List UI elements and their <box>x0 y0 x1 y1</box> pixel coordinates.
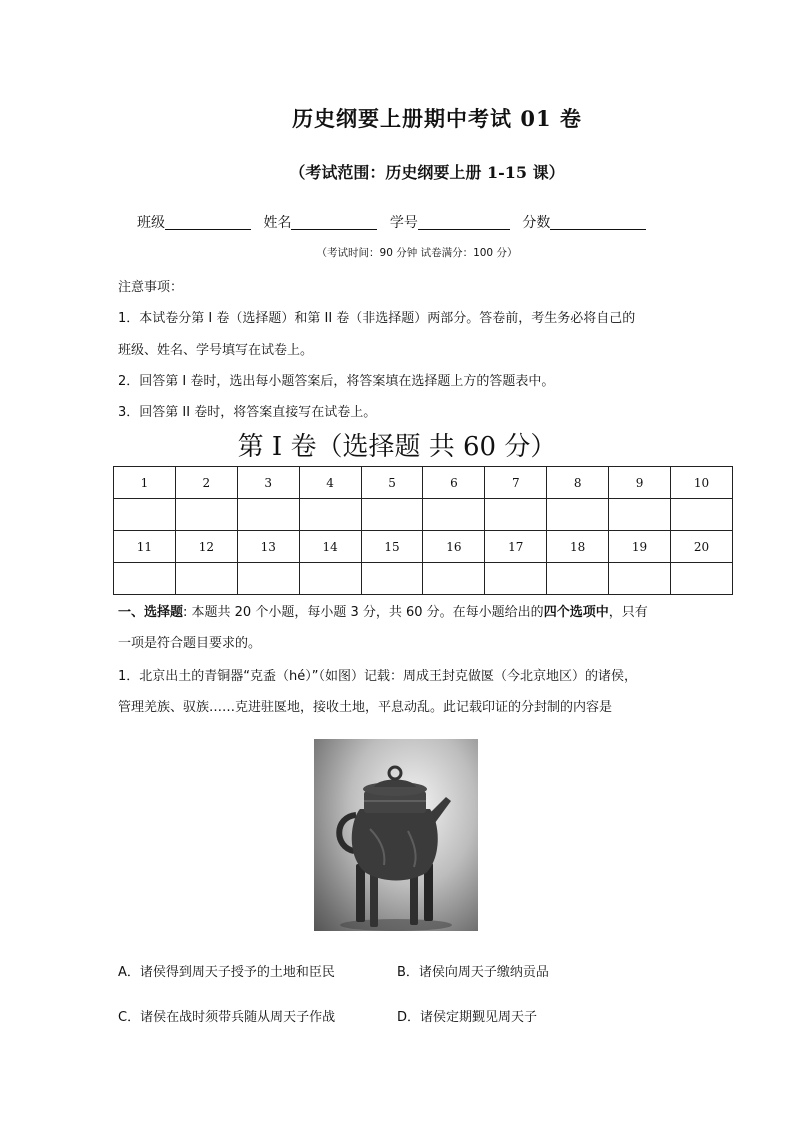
note-item-1-line-2: 班级、姓名、学号填写在试卷上。 <box>118 343 314 358</box>
part-1-heading-line-1 <box>118 601 648 620</box>
answer-cell[interactable] <box>114 499 176 531</box>
class-field[interactable] <box>137 212 251 232</box>
question-number-cell: 15 <box>361 531 423 563</box>
bronze-he-vessel-image <box>314 739 478 931</box>
question-number-cell: 9 <box>609 467 671 499</box>
answer-cell[interactable] <box>423 563 485 595</box>
question-number-cell: 20 <box>671 531 733 563</box>
part-1-emphasis: 四个选项中 <box>543 605 609 620</box>
question-number-cell: 10 <box>671 467 733 499</box>
question-number-cell: 11 <box>114 531 176 563</box>
answer-cell[interactable] <box>485 563 547 595</box>
question-number-cell: 17 <box>485 531 547 563</box>
question-number-cell: 18 <box>547 531 609 563</box>
question-number-cell: 12 <box>175 531 237 563</box>
notes-heading: 注意事项： <box>118 280 184 295</box>
question-number-cell: 6 <box>423 467 485 499</box>
answer-cell[interactable] <box>361 499 423 531</box>
exam-time-and-score: （考试时间：90 分钟 试卷满分：100 分） <box>316 247 518 259</box>
option-c[interactable]: C．诸侯在战时须带兵随从周天子作战 <box>118 1010 336 1025</box>
question-number-cell: 2 <box>175 467 237 499</box>
score-blank[interactable] <box>550 215 646 230</box>
name-blank[interactable] <box>291 215 377 230</box>
student-id-blank[interactable] <box>418 215 510 230</box>
answer-table-answer-row-1 <box>114 499 733 531</box>
question-number-cell: 8 <box>547 467 609 499</box>
answer-cell[interactable] <box>299 499 361 531</box>
question-number-cell: 4 <box>299 467 361 499</box>
answer-table-header-row-1 <box>114 467 733 499</box>
answer-table-header-row-2 <box>114 531 733 563</box>
option-a[interactable]: A．诸侯得到周天子授予的土地和臣民 <box>118 965 335 980</box>
bronze-vessel-illustration <box>314 739 478 931</box>
part-1-heading-line-2: 一项是符合题目要求的。 <box>118 636 262 651</box>
answer-cell[interactable] <box>361 563 423 595</box>
part-1-label: 一、选择题 <box>118 605 184 620</box>
note-item-2: 2．回答第 I 卷时，选出每小题答案后，将答案填在选择题上方的答题表中。 <box>118 374 555 389</box>
option-d[interactable]: D．诸侯定期觐见周天子 <box>397 1010 538 1025</box>
answer-cell[interactable] <box>485 499 547 531</box>
note-item-3: 3．回答第 II 卷时，将答案直接写在试卷上。 <box>118 405 377 420</box>
option-b[interactable]: B．诸侯向周天子缴纳贡品 <box>397 965 549 980</box>
part-1-instructions-end: ，只有 <box>608 605 648 620</box>
answer-cell[interactable] <box>175 563 237 595</box>
question-number-cell: 1 <box>114 467 176 499</box>
answer-cell[interactable] <box>547 499 609 531</box>
name-label: 姓名 <box>263 215 292 231</box>
question-number-cell: 5 <box>361 467 423 499</box>
student-info-row <box>137 212 654 232</box>
question-1-stem-line-2: 管理羌族、驭族……克进驻匽地，接收土地，平息动乱。此记载印证的分封制的内容是 <box>118 700 613 715</box>
exam-scope-subtitle: （考试范围：历史纲要上册 1-15 课） <box>289 163 565 182</box>
question-number-cell: 3 <box>237 467 299 499</box>
score-label: 分数 <box>522 215 551 231</box>
question-number-cell: 19 <box>609 531 671 563</box>
question-number-cell: 7 <box>485 467 547 499</box>
answer-cell[interactable] <box>671 563 733 595</box>
question-number-cell: 13 <box>237 531 299 563</box>
student-id-label: 学号 <box>389 215 418 231</box>
question-1-stem-line-1: 1．北京出土的青铜器“克盉（hé）”（如图）记载：周成王封克做匽（今北京地区）的诸侯， <box>118 669 637 684</box>
answer-cell[interactable] <box>175 499 237 531</box>
class-label: 班级 <box>137 215 165 231</box>
answer-cell[interactable] <box>671 499 733 531</box>
page-title: 历史纲要上册期中考试 01 卷 <box>292 106 582 131</box>
answer-cell[interactable] <box>423 499 485 531</box>
answer-cell[interactable] <box>237 499 299 531</box>
answer-cell[interactable] <box>237 563 299 595</box>
student-id-field[interactable] <box>390 212 510 232</box>
answer-cell[interactable] <box>609 499 671 531</box>
answer-table <box>113 466 733 595</box>
answer-cell[interactable] <box>547 563 609 595</box>
answer-cell[interactable] <box>609 563 671 595</box>
part-1-instructions: : 本题共 20 个小题，每小题 3 分，共 60 分。在每小题给出的 <box>183 605 544 620</box>
section-1-title: 第 I 卷（选择题 共 60 分） <box>237 432 557 462</box>
question-number-cell: 16 <box>423 531 485 563</box>
answer-table-answer-row-2 <box>114 563 733 595</box>
score-field[interactable] <box>522 212 646 232</box>
answer-cell[interactable] <box>299 563 361 595</box>
question-number-cell: 14 <box>299 531 361 563</box>
name-field[interactable] <box>263 212 377 232</box>
note-item-1-line-1: 1．本试卷分第 I 卷（选择题）和第 II 卷（非选择题）两部分。答卷前，考生务必将自己的 <box>118 311 636 326</box>
class-blank[interactable] <box>165 215 251 230</box>
answer-cell[interactable] <box>114 563 176 595</box>
